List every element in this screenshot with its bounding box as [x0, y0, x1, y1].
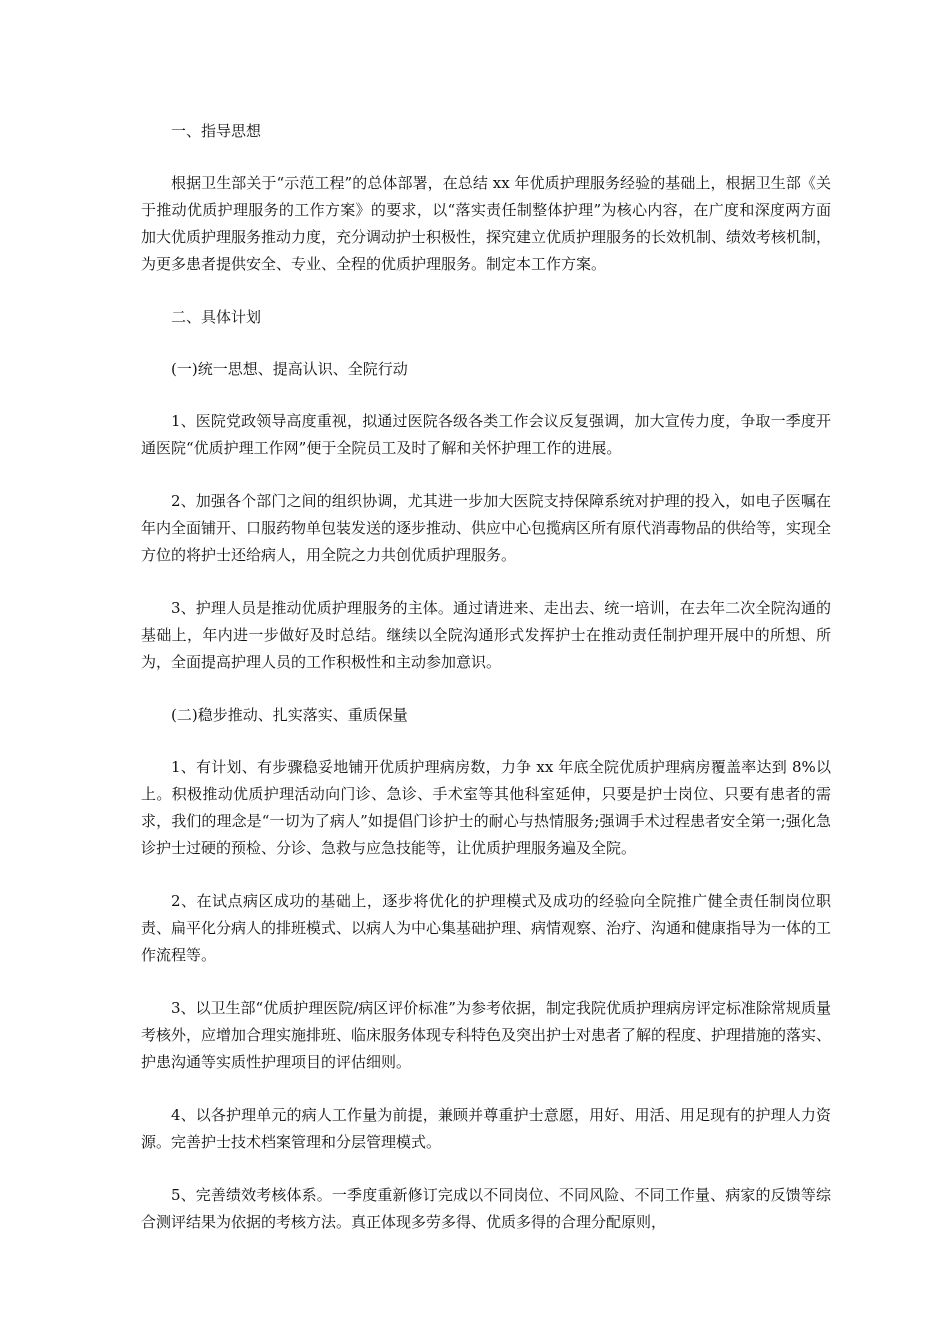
list-item-paragraph: 1、医院党政领导高度重视，拟通过医院各级各类工作会议反复强调，加大宣传力度，争取一季度开通医院“优质护理工作网”便于全院员工及时了解和关怀护理工作的进展。 — [141, 412, 831, 457]
section-heading: 一、指导思想 — [171, 122, 262, 140]
list-item-paragraph: 3、护理人员是推动优质护理服务的主体。通过请进来、走出去、统一培训，在去年二次全院沟通的基础上，年内进一步做好及时总结。继续以全院沟通形式发挥护士在推动责任制护理开展中的所想、所为，全面提高护理人员的工作积极性和主动参加意识。 — [141, 599, 831, 671]
list-item-paragraph: 2、在试点病区成功的基础上，逐步将优化的护理模式及成功的经验向全院推广健全责任制岗位职责、扁平化分病人的排班模式、以病人为中心集基础护理、病情观察、治疗、沟通和健康指导为一体的工作流程等。 — [141, 892, 832, 964]
subsection-heading: (一)统一思想、提高认识、全院行动 — [171, 360, 408, 378]
list-item-paragraph: 1、有计划、有步骤稳妥地铺开优质护理病房数，力争 xx 年底全院优质护理病房覆盖率达到 8%以上。积极推动优质护理活动向门诊、急诊、手术室等其他科室延伸，只要是护士岗位、只要有患者的需求，我们的理念是“一切为了病人”如提倡门诊护士的耐心与热情服务;强调手术过程患者安全第一;强化急诊护士过硬的预检、分诊、急救与应急技能等，让优质护理服务遍及全院。 — [141, 758, 831, 857]
list-item-paragraph: 4、以各护理单元的病人工作量为前提，兼顾并尊重护士意愿，用好、用活、用足现有的护理人力资源。完善护士技术档案管理和分层管理模式。 — [141, 1106, 831, 1151]
list-item-paragraph: 2、加强各个部门之间的组织协调，尤其进一步加大医院支持保障系统对护理的投入，如电子医嘱在年内全面铺开、口服药物单包装发送的逐步推动、供应中心包揽病区所有原代消毒物品的供给等，实现全方位的将护士还给病人，用全院之力共创优质护理服务。 — [141, 492, 832, 564]
body-paragraph: 根据卫生部关于“示范工程”的总体部署，在总结 xx 年优质护理服务经验的基础上，根据卫生部《关于推动优质护理服务的工作方案》的要求，以“落实责任制整体护理”为核心内容，在广度和深度两方面加大优质护理服务推动力度，充分调动护士积极性，探究建立优质护理服务的长效机制、绩效考核机制，为更多患者提供安全、专业、全程的优质护理服务。制定本工作方案。 — [141, 174, 832, 273]
list-item-paragraph: 3、以卫生部“优质护理医院/病区评价标准”为参考依据，制定我院优质护理病房评定标准除常规质量考核外，应增加合理实施排班、临床服务体现专科特色及突出护士对患者了解的程度、护理措施的落实、护患沟通等实质性护理项目的评估细则。 — [141, 999, 832, 1071]
list-item-paragraph: 5、完善绩效考核体系。一季度重新修订完成以不同岗位、不同风险、不同工作量、病家的反馈等综合测评结果为依据的考核方法。真正体现多劳多得、优质多得的合理分配原则， — [141, 1186, 831, 1231]
document-body — [141, 118, 831, 1262]
section-heading: 二、具体计划 — [171, 308, 262, 326]
subsection-heading: (二)稳步推动、扎实落实、重质保量 — [171, 706, 408, 724]
